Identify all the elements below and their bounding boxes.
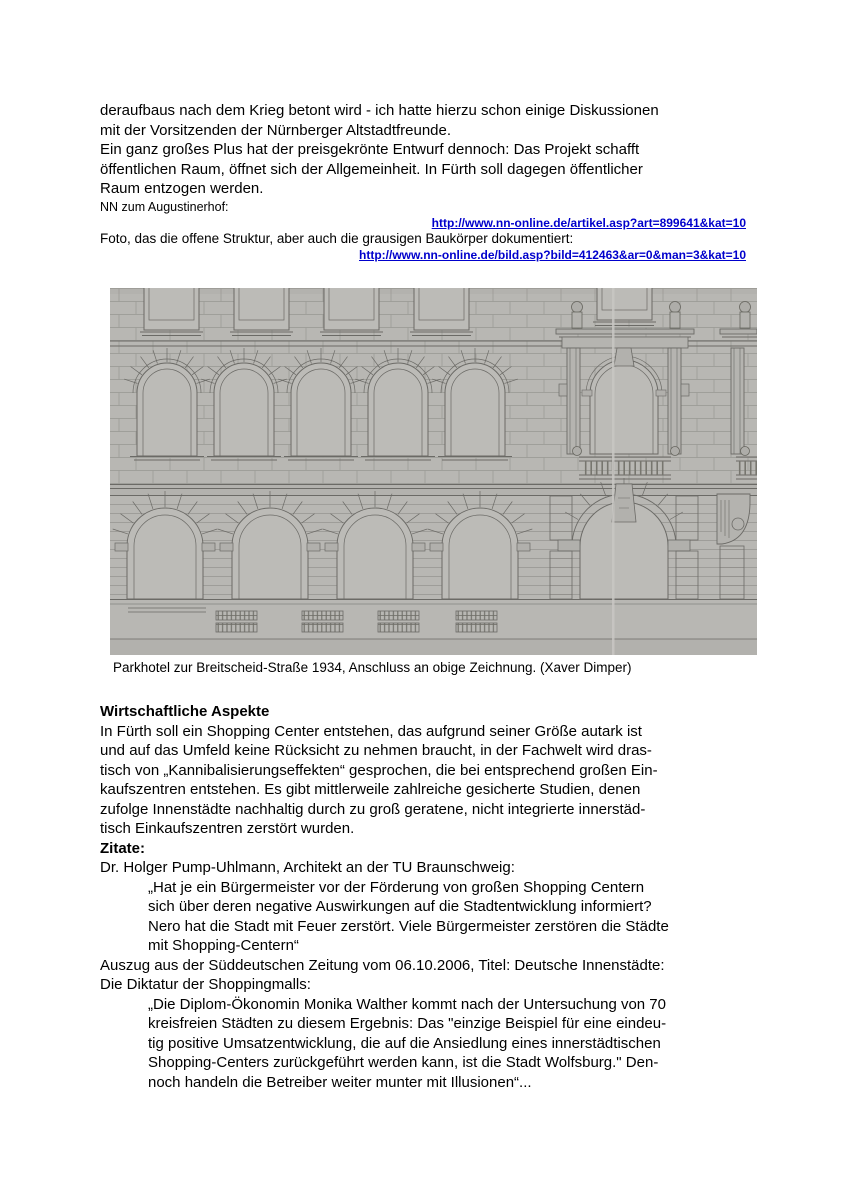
quote1-line: „Hat je ein Bürgermeister vor der Förderung von großen Shopping Centern: [148, 878, 645, 896]
nn-augustinerhof-label: NN zum Augustinerhof:: [100, 199, 229, 214]
economic-line: tisch Einkaufszentren zerstört wurden.: [100, 820, 355, 837]
document-page: [100, 101, 746, 1092]
quote2-line: kreisfreien Städten zu diesem Ergebnis: Das "einzige Beispiel für eine eindeu-: [148, 1015, 667, 1032]
intro-line: Raum entzogen werden.: [100, 180, 264, 197]
intro-line: deraufbaus nach dem Krieg betont wird - ich hatte hierzu schon einige Diskussionen: [100, 102, 659, 119]
intro-line: mit der Vorsitzenden der Nürnberger Altstadtfreunde.: [100, 121, 452, 139]
quote2-line: „Die Diplom-Ökonomin Monika Walther kommt nach der Untersuchung von 70: [148, 995, 666, 1013]
link-row: [100, 215, 746, 231]
quote1-line: sich über deren negative Auswirkungen auf die Stadtentwicklung informiert?: [148, 898, 652, 915]
facade-drawing-figure: [110, 288, 757, 655]
quote2-line: noch handeln die Betreiber weiter munter mit Illusionen“...: [148, 1073, 532, 1091]
quote1-line: Nero hat die Stadt mit Feuer zerstört. Viele Bürgermeister zerstören die Städte: [148, 917, 669, 935]
economic-line: tisch von „Kannibalisierungseffekten“ gesprochen, die bei entsprechend großen Ein-: [100, 761, 658, 779]
intro-line: Ein ganz großes Plus hat der preisgekrönte Entwurf dennoch: Das Projekt schafft: [100, 141, 640, 158]
figure-caption: Parkhotel zur Breitscheid-Straße 1934, Anschluss an obige Zeichnung. (Xaver Dimper): [113, 660, 632, 675]
economic-line: In Fürth soll ein Shopping Center entstehen, das aufgrund seiner Größe autark ist: [100, 722, 642, 740]
nn-bild-link[interactable]: http://www.nn-online.de/bild.asp?bild=412463&ar=0&man=3&kat=10: [359, 248, 746, 262]
foto-label: Foto, das die offene Struktur, aber auch die grausigen Baukörper dokumentiert:: [100, 230, 574, 246]
zitate-heading: Zitate:: [100, 839, 145, 857]
nn-artikel-link[interactable]: http://www.nn-online.de/artikel.asp?art=899641&kat=10: [431, 215, 746, 230]
quote1-source: Dr. Holger Pump-Uhlmann, Architekt an der TU Braunschweig:: [100, 859, 515, 876]
quote2-source: Auszug aus der Süddeutschen Zeitung vom 06.10.2006, Titel: Deutsche Innenstädte:: [100, 956, 665, 974]
facade-drawing-image: [110, 288, 757, 655]
economic-line: zufolge Innenstädte nachhaltig durch zu groß geratene, nicht integrierte innerstäd-: [100, 800, 646, 818]
quote1-line: mit Shopping-Centern“: [148, 937, 299, 954]
quote2-source: Die Diktatur der Shoppingmalls:: [100, 976, 311, 993]
link-row: [100, 247, 746, 263]
economic-line: kaufszentren entstehen. Es gibt mittlerweile zahlreiche gesicherte Studien, denen: [100, 781, 641, 798]
economic-line: und auf das Umfeld keine Rücksicht zu nehmen braucht, in der Fachwelt wird dras-: [100, 742, 652, 759]
intro-line: öffentlichen Raum, öffnet sich der Allgemeinheit. In Fürth soll dagegen öffentlicher: [100, 160, 643, 178]
quote2-line: Shopping-Centers zurückgeführt werden kann, ist die Stadt Wolfsburg." Den-: [148, 1054, 659, 1071]
quote2-line: tig positive Umsatzentwicklung, die auf die Ansiedlung eines innerstädtischen: [148, 1034, 661, 1052]
section-heading: Wirtschaftliche Aspekte: [100, 703, 270, 720]
